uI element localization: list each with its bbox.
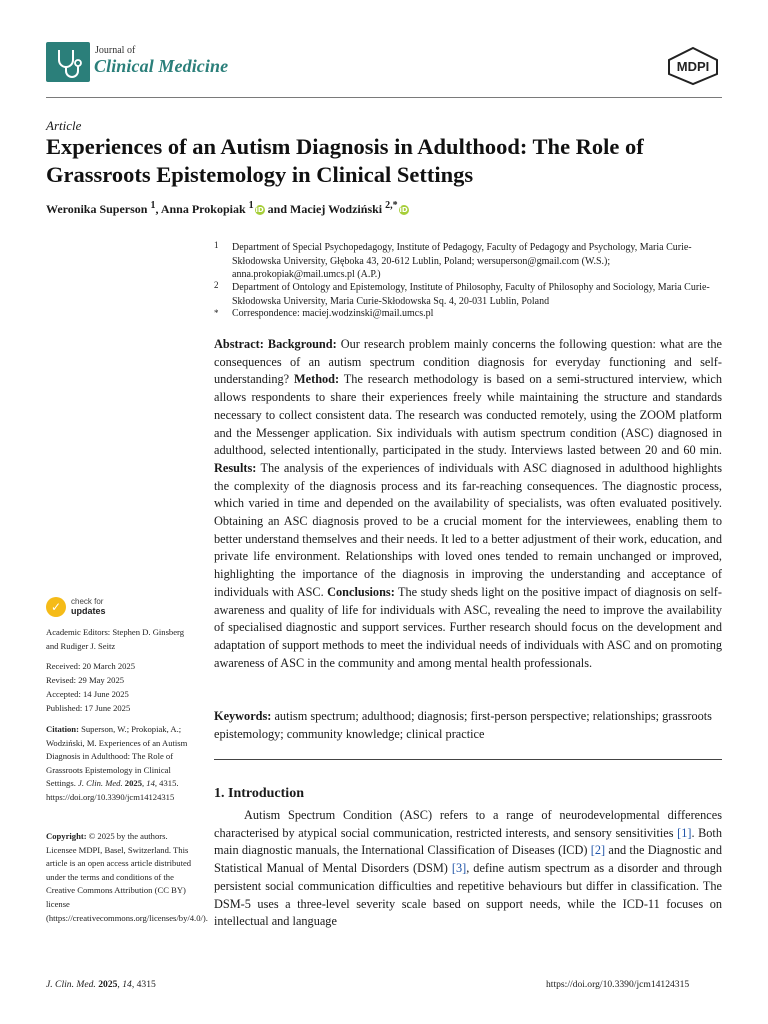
- author-name: Anna Prokopiak: [160, 202, 246, 216]
- journal-of-label: Journal of: [95, 45, 136, 56]
- abstract-results: The analysis of the experiences of individuals with ASC diagnosed in adulthood highlights the complexity of the diagnosis process and its far-reaching consequences. The diagnostic process, which varied in time and depended on the availability of specialists, was often evaluated positively. Obtaining an ASC diagnosis proved to be a crucial moment for the interviewees, enabling them to better understand themselves and their needs. It led to a better adjustment of their work, education, and private life environment. Relationships with loved ones tended to remain unchanged or improved, highlighting the importance of the diagnosis in improving the understanding and acceptance of individuals with ASC.: [214, 460, 722, 599]
- article-title: Experiences of an Autism Diagnosis in Adulthood: The Role of Grassroots Epistemology in Clinical Settings: [46, 134, 644, 187]
- intro-text-part: , define autism spectrum as a disorder and through persistent social communication difficulties and repetitive behaviours but differ in classification. The DSM-5 uses a three-level severity scale based on support needs, while the ICD-11 focuses on intellectual and language: [214, 861, 722, 929]
- mdpi-logo-icon: [664, 46, 722, 86]
- published-date: Published: 17 June 2025: [46, 703, 131, 713]
- reference-link[interactable]: [2]: [590, 843, 606, 858]
- author-name: Weronika Superson: [46, 202, 148, 216]
- revised-date: Revised: 29 May 2025: [46, 675, 125, 685]
- citation: Citation: Superson, W.; Prokopiak, A.; Wodziński, M. Experiences of an Autism Diagnosis in Adulthood: The Role of Grassroots Epistemology in Clinical Settings. J. Clin. Med. 2025, 14, 4315. https://doi.org/10.3390/jcm14124315: [46, 724, 188, 802]
- accepted-date: Accepted: 14 June 2025: [46, 689, 129, 699]
- keywords: [214, 708, 722, 743]
- check-for-updates-button[interactable]: [46, 597, 126, 619]
- header-divider: [46, 97, 722, 98]
- conclusions-label: Conclusions:: [327, 584, 395, 599]
- author-name: Maciej Wodziński: [290, 202, 383, 216]
- article-type: Article: [46, 118, 82, 133]
- abstract: [214, 336, 722, 672]
- check-updates-label: check for updates: [71, 597, 106, 616]
- keywords-label: Keywords:: [214, 709, 272, 723]
- intro-paragraph: [214, 807, 722, 931]
- intro-text-part: . Both main diagnostic manuals, the International Classification of Diseases (ICD): [214, 825, 722, 858]
- results-label: Results:: [214, 460, 257, 475]
- author-affiliation-mark: 1: [150, 200, 156, 211]
- keywords-text: autism spectrum; adulthood; diagnosis; first-person perspective; relationships; grassroots epistemology; community knowledge; clinical practice: [214, 709, 712, 741]
- reference-link[interactable]: [1]: [677, 825, 692, 840]
- copyright: Copyright: © 2025 by the authors. Licensee MDPI, Basel, Switzerland. This article is an open access article distributed under the terms and conditions of the Creative Commons Attribution (CC BY) license (https://creativecommons.org/licenses/by/4.0/).: [46, 831, 208, 923]
- abstract-background: Our research problem mainly concerns the following question: what are the consequences of an autism spectrum condition diagnosis for everyday functioning and self-understanding?: [214, 337, 722, 387]
- author-affiliation-mark: 1: [248, 200, 254, 211]
- reference-link[interactable]: [3]: [451, 861, 467, 876]
- intro-text-part: Autism Spectrum Condition (ASC) refers to a range of neurodevelopmental differences characterised by atypical social communication, restricted interests, and sensory sensitivities: [214, 808, 722, 840]
- orcid-icon[interactable]: iD: [399, 206, 408, 214]
- affiliation-mark: *: [214, 308, 219, 318]
- received-date: Received: 20 March 2025: [46, 661, 136, 671]
- affiliation-mark: 1: [214, 240, 219, 250]
- background-label: Background:: [267, 337, 337, 351]
- abstract-label: Abstract:: [214, 337, 264, 351]
- journal-name: Clinical Medicine: [94, 56, 229, 76]
- intro-text-part: and the Diagnostic and Statistical Manual of Mental Disorders (DSM): [214, 843, 722, 876]
- footer-doi-link[interactable]: https://doi.org/10.3390/jcm14124315: [546, 979, 690, 990]
- orcid-icon[interactable]: iD: [255, 206, 264, 214]
- academic-editors: Academic Editors: Stephen D. Ginsberg and Rudiger J. Seitz: [46, 627, 185, 651]
- author-list: Weronika Superson $^1$, Anna Prokopiak $^1$ iD and Maciej Wodziński $^{2,*}$ iD: [46, 200, 408, 216]
- check-updates-icon: ✓: [46, 597, 66, 617]
- affiliation-text: Department of Ontology and Epistemology, Institute of Philosophy, Faculty of Philosophy and Sociology, Maria Curie-Skłodowska University, Maria Curie-Skłodowska Sq. 4, 20-031 Lublin, Poland: [232, 282, 710, 307]
- journal-logo-icon: [46, 42, 90, 82]
- publisher-name: MDPI: [676, 59, 710, 74]
- method-label: Method:: [294, 372, 340, 387]
- correspondence-text: Correspondence: maciej.wodzinski@mail.umcs.pl: [232, 308, 434, 319]
- section-heading: 1. Introduction: [214, 786, 304, 801]
- affiliation-text: Department of Special Psychopedagogy, Institute of Pedagogy, Faculty of Pedagogy and Psychology, Maria Curie-Skłodowska University, Głęboka 43, 20-612 Lublin, Poland; wersuperson@gmail.com (W.S.); anna.prokopiak@mail.umcs.pl (A.P.): [232, 242, 692, 280]
- footer-citation: J. Clin. Med. 2025, 14, 4315: [46, 979, 156, 990]
- abstract-conclusions: The study sheds light on the positive impact of diagnosis on self-awareness and quality of life for individuals with ASC, revealing the need to improve the availability of specialised diagnostic and support services. Further research should focus on the development and adaptation of support methods to meet the individual needs of individuals with ASC and on promoting awareness of ASC in the community and among mental health professionals.: [214, 584, 722, 670]
- author-affiliation-mark: 2,*: [385, 200, 398, 211]
- abstract-method: The research methodology is based on a semi-structured interview, which allows respondents to share their experiences freely while maintaining the structure and standards necessary to collect consistent data. The research was conducted remotely, using the ZOOM platform and the Messenger application. Six individuals with autism spectrum condition (ASC) diagnosed in adulthood, selected intentionally, participated in the study. Interviews lasted between 20 and 60 min.: [214, 372, 722, 458]
- affiliation-mark: 2: [214, 280, 219, 290]
- section-divider: [214, 759, 722, 760]
